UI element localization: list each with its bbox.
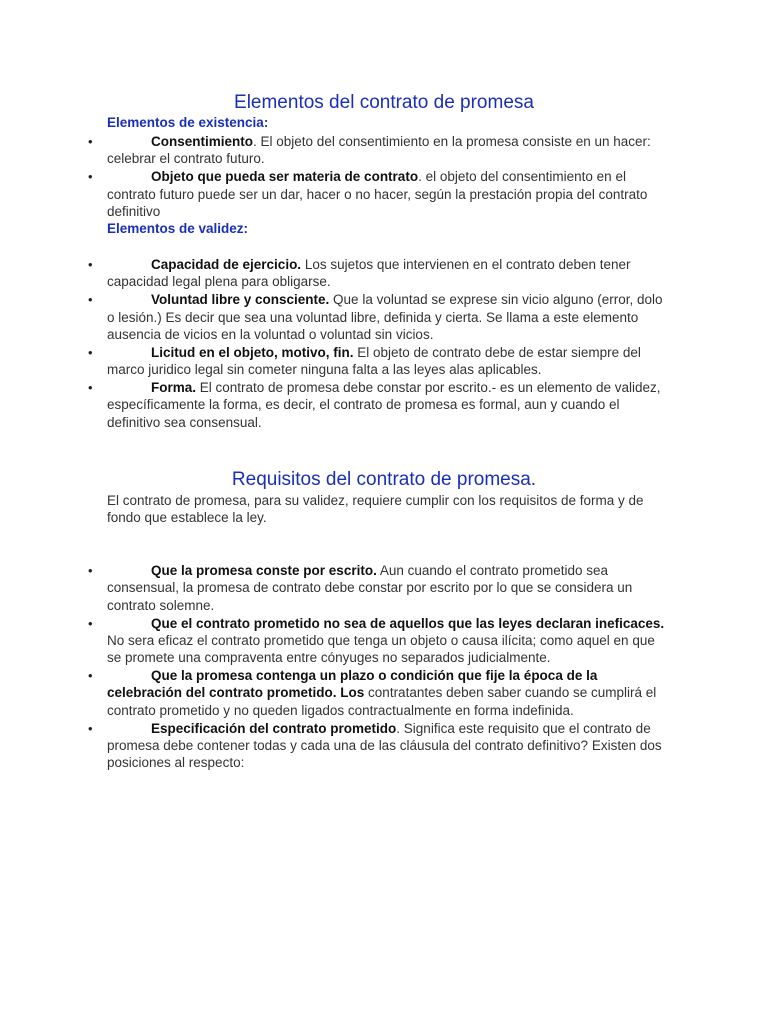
item-text: . Significa este requisito que el contrato de promesa debe contener todas y cada una de las cláusula del contrato definitivo? Existen dos posiciones al respecto: xyxy=(107,720,662,771)
section2-intro: El contrato de promesa, para su validez, requiere cumplir con los requisitos de forma y de fondo que establece la ley. xyxy=(107,493,644,526)
item-lead: Licitud en el objeto, motivo, fin. xyxy=(151,344,354,360)
item-text: Que la voluntad se exprese sin vicio alguno (error, dolo o lesión.) Es decir que sea una voluntad libre, definida y cierta. Se llama a este elemento ausencia de vicios en la voluntad o voluntad sin vicios. xyxy=(107,292,663,342)
item-lead: Que el contrato prometido no sea de aquellos que las leyes declaran ineficaces. xyxy=(151,615,665,631)
item-text: contratantes deben saber cuando se cumplirá el contrato prometido y no queden ligados contractualmente en forma indefinida. xyxy=(107,685,657,718)
item-text: . el objeto del consentimiento en el contrato futuro puede ser un dar, hacer o no hacer, según la prestación propia del contrato definitivo xyxy=(107,169,648,219)
item-lead: Que la promesa contenga un plazo o condición que fije la época de la celebración del contrato prometido. Los xyxy=(107,668,598,701)
bullet-icon: • xyxy=(88,615,93,631)
existence-heading: Elementos de existencia: xyxy=(107,115,269,130)
item-lead: Capacidad de ejercicio. xyxy=(151,257,302,272)
item-text: Los sujetos que intervienen en el contrato deben tener capacidad legal plena para obligarse. xyxy=(107,257,631,290)
item-lead: Que la promesa conste por escrito. xyxy=(151,563,377,578)
item-text: No sera eficaz el contrato prometido que tenga un objeto o causa ilícita; como aquel en que se promete una compraventa entre cónyuges no separados judicialmente. xyxy=(107,632,655,666)
list-item xyxy=(0,615,768,667)
item-text: El contrato de promesa debe constar por escrito.- es un elemento de validez, específicamente la forma, es decir, el contrato de promesa es formal, aun y cuando el definitivo sea consensual. xyxy=(107,379,661,430)
bullet-icon: • xyxy=(88,668,93,684)
list-item xyxy=(0,379,768,431)
bullet-icon: • xyxy=(88,563,93,578)
requirements-list xyxy=(0,562,768,772)
bullet-icon: • xyxy=(88,344,93,360)
item-text: El objeto de contrato debe de estar siempre del marco juridico legal sin cometer ninguna falta a las leyes alas aplicables. xyxy=(107,344,641,378)
section2-title: Requisitos del contrato de promesa. xyxy=(231,469,537,490)
validity-heading: Elementos de validez: xyxy=(107,221,249,236)
item-lead: Especificación del contrato prometido xyxy=(151,720,397,736)
list-item xyxy=(0,562,768,614)
item-lead: Voluntad libre y consciente. xyxy=(151,292,330,308)
list-item xyxy=(0,667,768,719)
bullet-icon: • xyxy=(88,257,93,272)
list-item xyxy=(0,720,768,772)
section1-title: Elementos del contrato de promesa xyxy=(234,92,534,113)
item-lead: Consentimiento xyxy=(151,134,254,149)
bullet-icon: • xyxy=(88,379,93,395)
existence-list xyxy=(0,133,768,221)
item-text: Aun cuando el contrato prometido sea consensual, la promesa de contrato debe constar por escrito por lo que se considera un contrato solemne. xyxy=(107,563,633,613)
item-text: . El objeto del consentimiento en la promesa consiste en un hacer: celebrar el contrato futuro. xyxy=(107,134,651,167)
bullet-icon: • xyxy=(88,720,93,736)
validity-list xyxy=(0,256,768,431)
list-item xyxy=(0,291,768,343)
list-item xyxy=(0,168,768,220)
list-item xyxy=(0,133,768,168)
bullet-icon: • xyxy=(88,292,93,308)
list-item xyxy=(0,256,768,291)
item-lead: Forma. xyxy=(151,379,197,395)
bullet-icon: • xyxy=(88,134,93,149)
list-item xyxy=(0,344,768,379)
item-lead: Objeto que pueda ser materia de contrato xyxy=(151,169,419,185)
bullet-icon: • xyxy=(88,169,93,185)
